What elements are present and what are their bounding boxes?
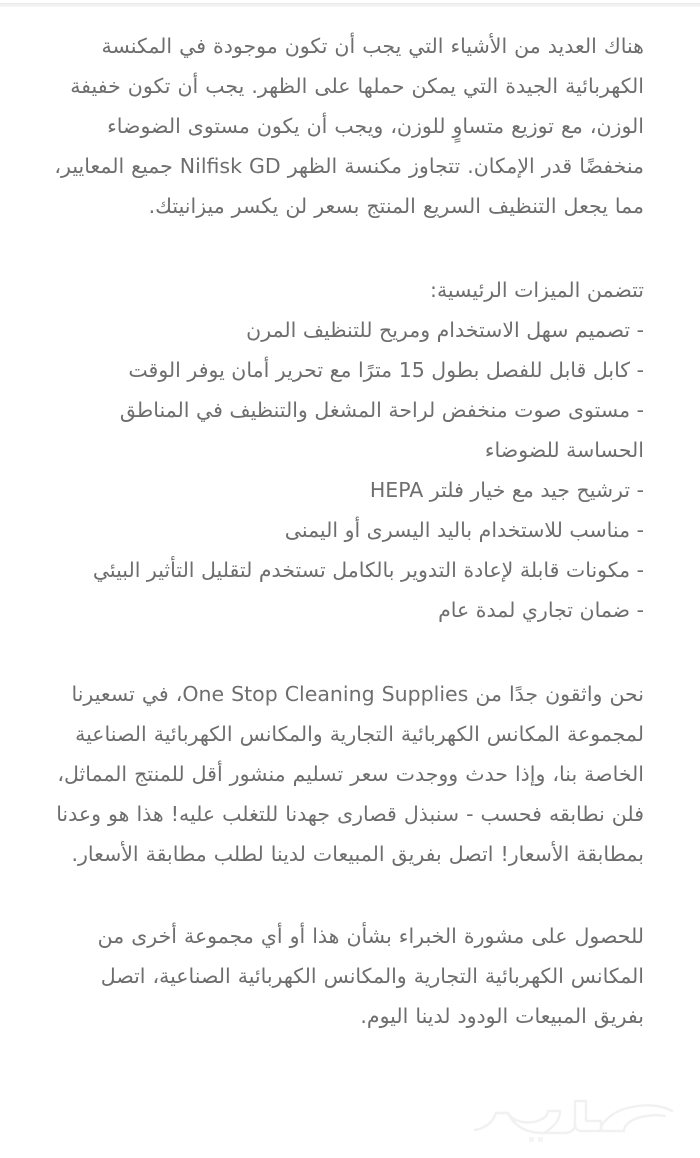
article-content [48,26,644,1036]
list-item: - مكونات قابلة لإعادة التدوير بالكامل تستخدم لتقليل التأثير البيئي [92,558,644,582]
list-item: - مناسب للاستخدام باليد اليسرى أو اليمنى [284,518,644,542]
contact-paragraph: للحصول على مشورة الخبراء بشأن هذا أو أي مجموعة أخرى من المكانس الكهربائية التجارية والمكانس الكهربائية الصناعية، اتصل بفريق المبيعات الودود لدينا اليوم. [97,924,644,1028]
top-divider [0,3,700,7]
haraj-watermark-logo-icon [474,1088,680,1148]
list-item: - كابل قابل للفصل بطول 15 مترًا مع تحرير أمان يوفر الوقت [128,358,644,382]
list-item: - ترشيح جيد مع خيار فلتر HEPA [369,478,644,502]
intro-paragraph: هناك العديد من الأشياء التي يجب أن تكون موجودة في المكنسة الكهربائية الجيدة التي يمكن حملها على الظهر. يجب أن تكون خفيفة الوزن، مع توزيع متساوٍ للوزن، ويجب أن يكون مستوى الضوضاء منخفضًا قدر الإمكان. تتجاوز مكنسة الظهر Nilfisk GD جميع المعايير، مما يجعل التنظيف السريع المنتج بسعر لن يكسر ميزانيتك. [54,34,644,218]
list-item: - مستوى صوت منخفض لراحة المشغل والتنظيف في المناطق الحساسة للضوضاء [119,398,644,462]
features-list [48,310,644,630]
list-item: - تصميم سهل الاستخدام ومريح للتنظيف المرن [246,318,644,342]
list-item: - ضمان تجاري لمدة عام [438,598,644,622]
features-section [48,270,644,630]
features-intro-label: تتضمن الميزات الرئيسية: [430,278,644,302]
price-match-paragraph: نحن واثقون جدًا من One Stop Cleaning Supplies، في تسعيرنا لمجموعة المكانس الكهربائية التجارية والمكانس الكهربائية الصناعية الخاصة بنا، وإذا حدث ووجدت سعر تسليم منشور أقل للمنتج المماثل، فلن نطابقه فحسب - سنبذل قصارى جهدنا للتغلب عليه! هذا هو وعدنا بمطابقة الأسعار! اتصل بفريق المبيعات لدينا لطلب مطابقة الأسعار. [56,682,644,866]
